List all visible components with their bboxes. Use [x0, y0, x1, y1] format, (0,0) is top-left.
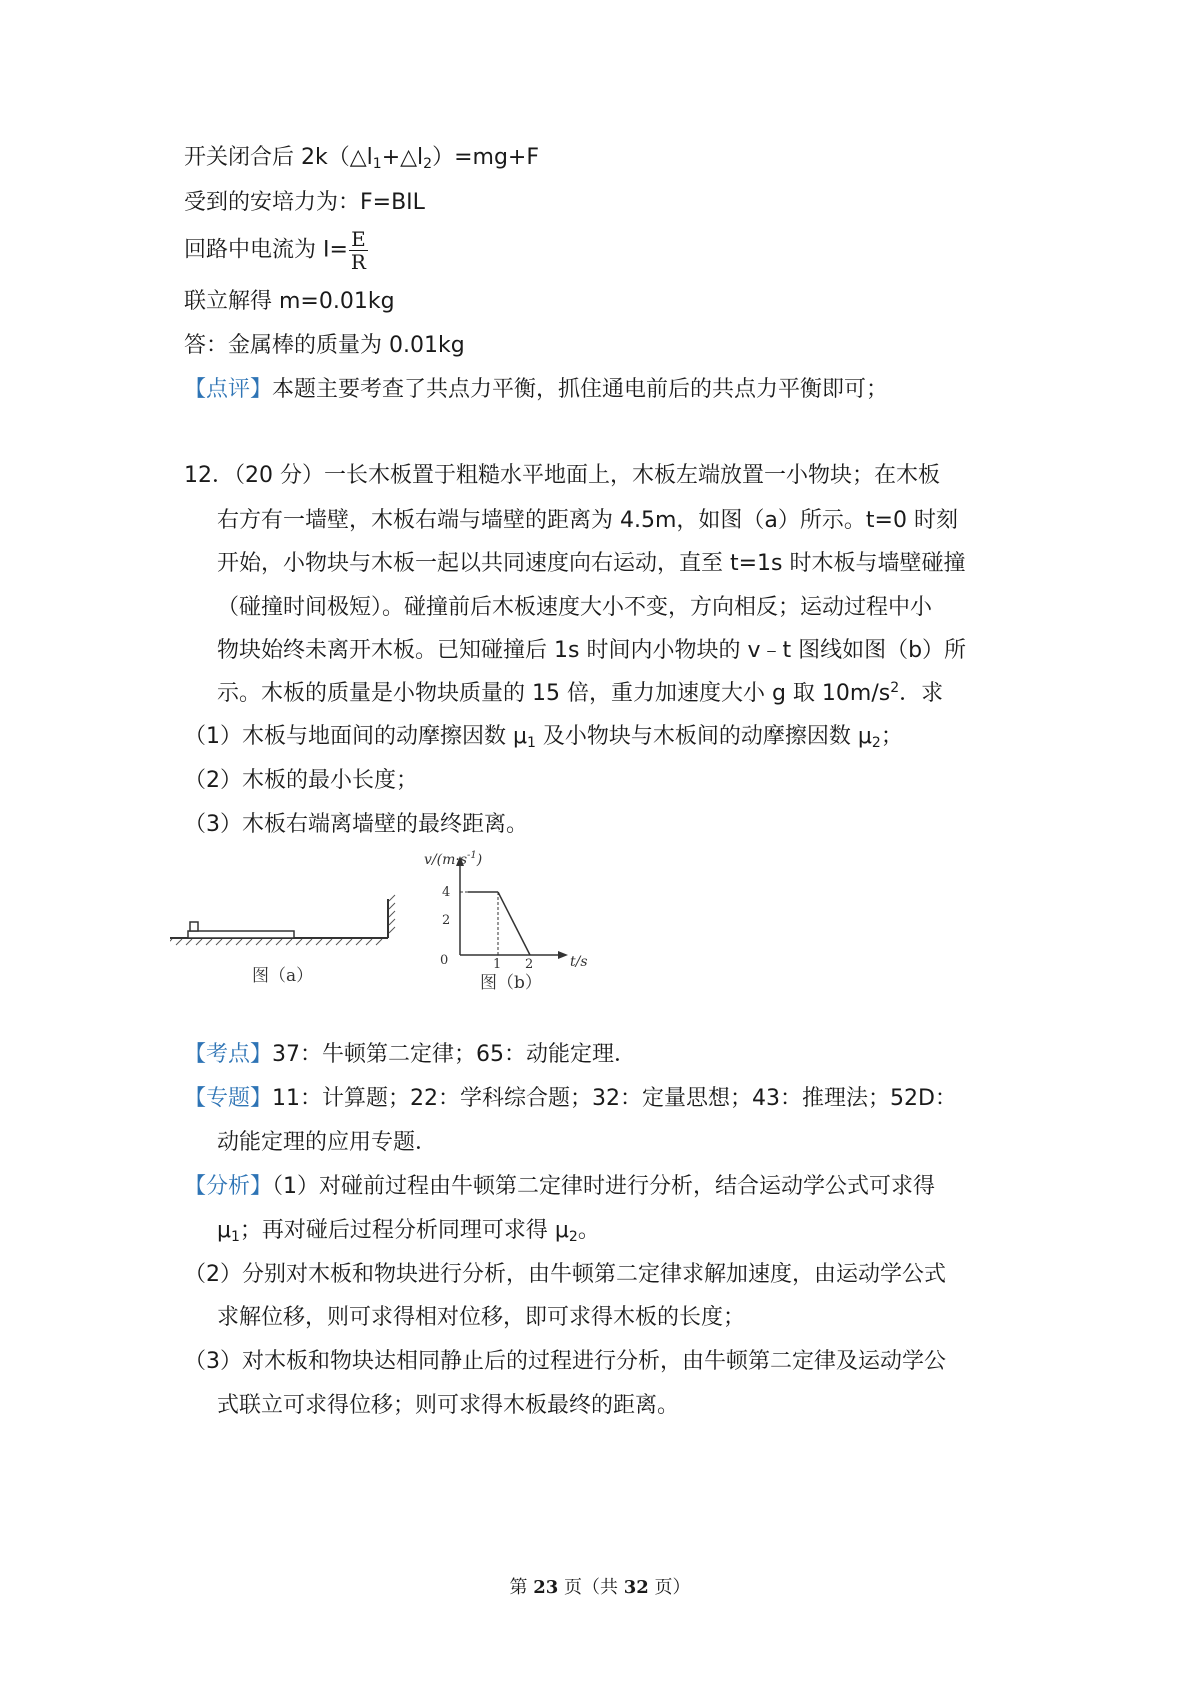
tick-label-2: 2 [442, 913, 451, 928]
question-1: （1）木板与地面间的动摩擦因数 $\mu_1$ 及小物块与木板间的动摩擦因数 $\mu_2$； [184, 724, 903, 751]
problem-line-5: 物块始终未离开木板。已知碰撞后 1s 时间内小物块的 v﹣t 图线如图（b）所 [217, 638, 967, 663]
fenxi-tag: 【分析】 [184, 1174, 273, 1199]
tick-label-4: 4 [442, 885, 451, 900]
problem-line-1: 12．（20 分）一长木板置于粗糙水平地面上，木板左端放置一小物块；在木板 [184, 463, 940, 488]
zhuanti-tag: 【专题】 [184, 1086, 273, 1111]
problem-line-3: 开始，小物块与木板一起以共同速度向右运动，直至 t=1s 时木板与墙壁碰撞 [217, 551, 966, 576]
kaodian-line: 【考点】37：牛顿第二定律；65：动能定理． [184, 1042, 637, 1067]
figure-b-caption: 图（b） [480, 973, 542, 993]
fraction-e-over-r: $\frac{E}{R}$ [350, 227, 366, 274]
solve-result-line: 联立解得 m=0.01kg [184, 289, 395, 314]
review-line: 【点评】本题主要考查了共点力平衡，抓住通电前后的共点力平衡即可； [184, 377, 889, 402]
question-2: （2）木板的最小长度； [184, 768, 418, 793]
review-tag: 【点评】 [184, 377, 273, 402]
wooden-board [188, 931, 294, 938]
fenxi-part2-line-1: （2）分别对木板和物块进行分析，由牛顿第二定律求解加速度，由运动学公式 [184, 1262, 946, 1287]
answer-line: 答：金属棒的质量为 0.01kg [184, 333, 465, 358]
fenxi-part3-line-1: （3）对木板和物块达相同静止后的过程进行分析，由牛顿第二定律及运动学公 [184, 1349, 946, 1374]
v-t-line-slope [498, 892, 530, 955]
figure-a-caption: 图（a） [252, 966, 314, 986]
fenxi-part2-line-2: 求解位移，则可求得相对位移，即可求得木板的长度； [217, 1305, 746, 1330]
problem-line-4: （碰撞时间极短）。碰撞前后木板速度大小不变，方向相反；运动过程中小 [217, 595, 933, 620]
ampere-force-line: 受到的安培力为：F=BIL [184, 190, 425, 215]
page-number: 23 [533, 1577, 559, 1598]
axis-label-v: $v/(m\cdot s^{-1})$ [424, 850, 483, 868]
equation-spring-force: 开关闭合后 $2k(\triangle l_1+\triangle l_2)=mg+F$ [184, 145, 539, 172]
origin-label: 0 [440, 953, 449, 968]
problem-line-6: 示。木板的质量是小物块质量的 15 倍，重力加速度大小 g 取 $10m/s^2$．求 [217, 680, 944, 706]
problem-line-2: 右方有一墙壁，木板右端与墙壁的距离为 4.5m，如图（a）所示。t=0 时刻 [217, 508, 958, 533]
figure-b [410, 850, 600, 998]
ground-hatch [170, 939, 382, 945]
tick-label-1: 1 [493, 957, 502, 972]
figure-a [170, 885, 410, 995]
page-footer: 第 23 页（共 32 页） [509, 1577, 691, 1598]
kaodian-tag: 【考点】 [184, 1042, 273, 1067]
question-3: （3）木板右端离墙壁的最终距离。 [184, 812, 528, 837]
axis-label-t: t/s [570, 954, 588, 970]
zhuanti-line-2: 动能定理的应用专题． [217, 1130, 438, 1155]
fenxi-line-1: 【分析】（1）对碰前过程由牛顿第二定律时进行分析，结合运动学公式可求得 [184, 1174, 936, 1199]
small-block [190, 922, 198, 931]
current-formula-line: 回路中电流为 I= $\frac{E}{R}$ [184, 227, 366, 274]
fenxi-line-2: $\mu_1$；再对碰后过程分析同理可求得 $\mu_2$。 [217, 1218, 600, 1245]
fenxi-part3-line-2: 式联立可求得位移；则可求得木板最终的距离。 [217, 1393, 680, 1418]
tick-label-2s: 2 [525, 957, 534, 972]
zhuanti-line-1: 【专题】11：计算题；22：学科综合题；32：定量思想；43：推理法；52D： [184, 1086, 957, 1111]
page-total: 32 [623, 1577, 649, 1598]
